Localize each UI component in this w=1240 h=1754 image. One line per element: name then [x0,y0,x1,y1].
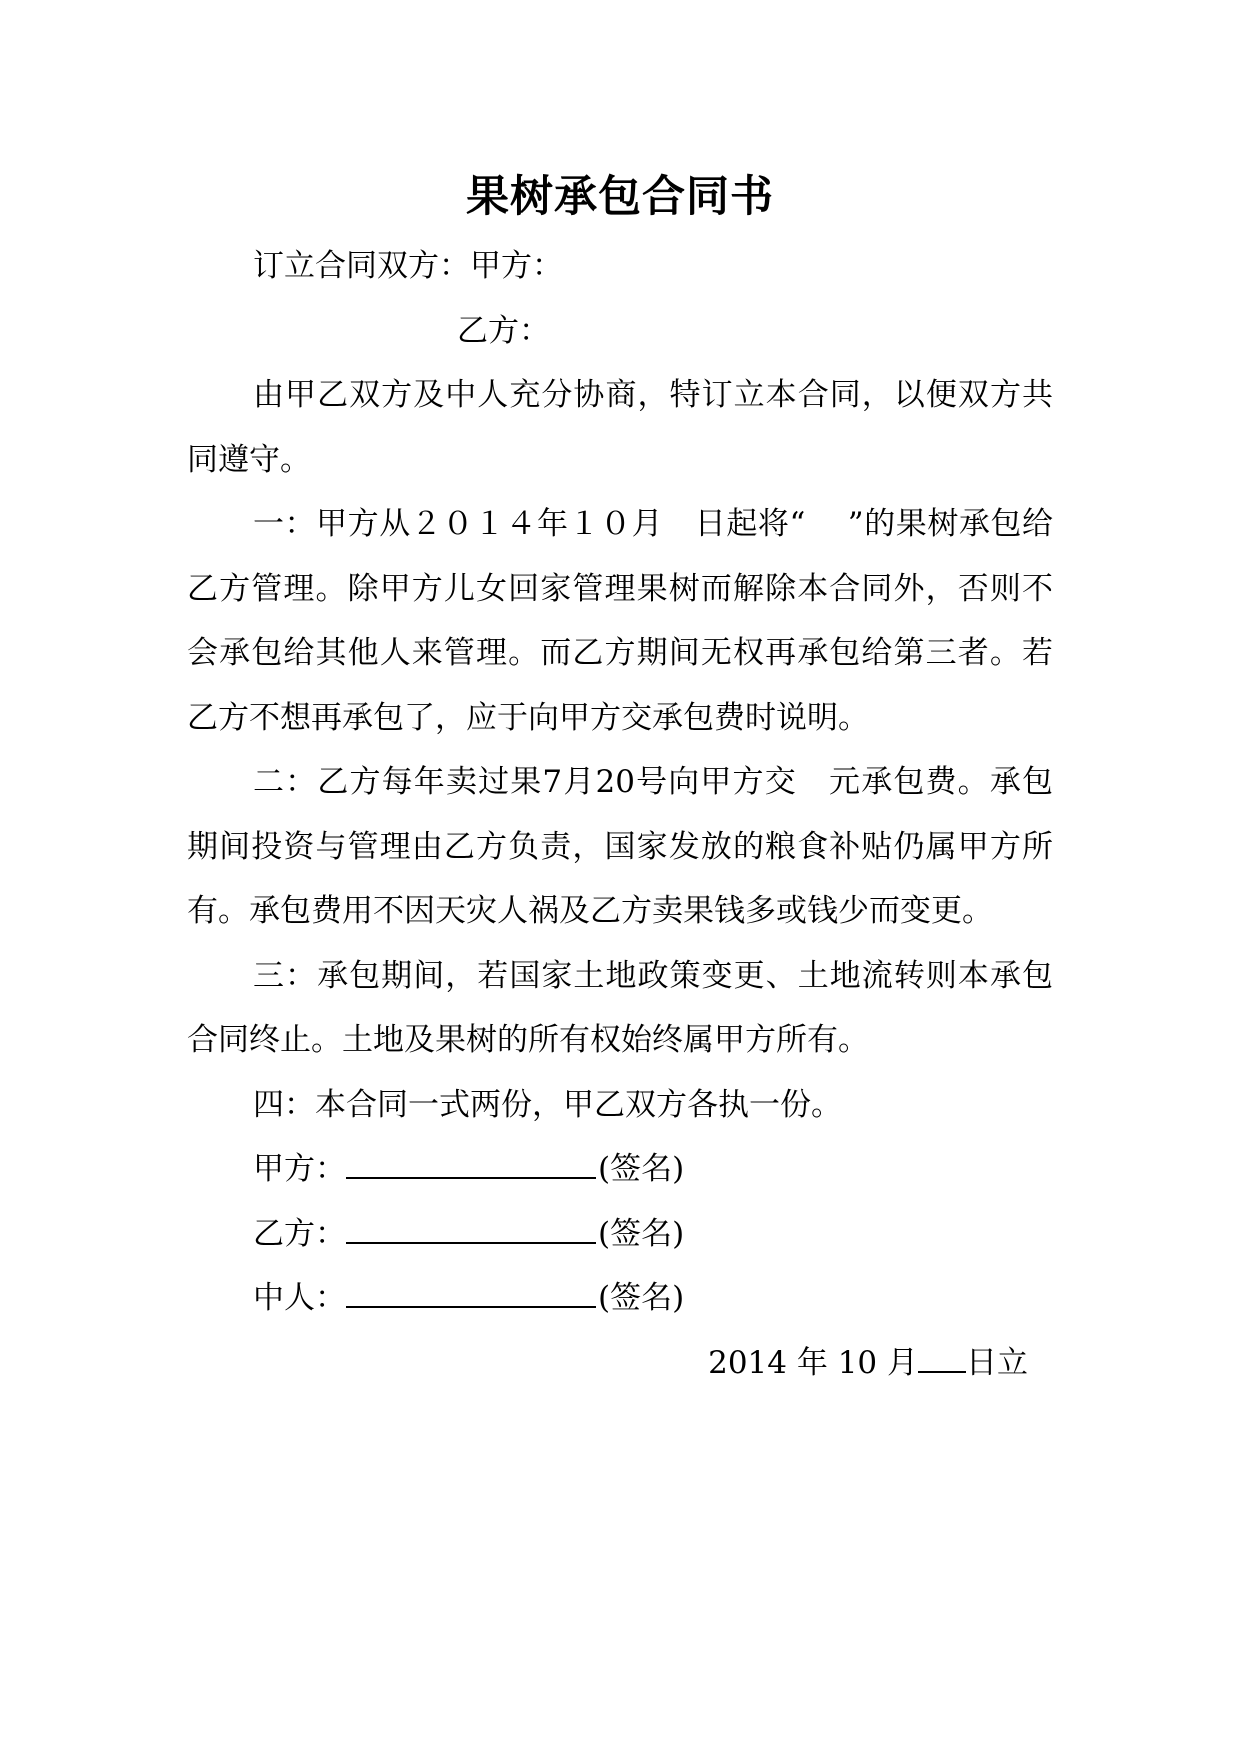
clause-2-paragraph: 二：乙方每年卖过果7月20号向甲方交 元承包费。承包期间投资与管理由乙方负责，国家发放的粮食补贴仍属甲方所有。承包费用不因天灾人祸及乙方卖果钱多或钱少而变更。 [187,764,1053,929]
date-blank [918,1343,966,1373]
signature-line-party-b [187,1202,1053,1267]
clause-4-paragraph: 四：本合同一式两份，甲乙双方各执一份。 [253,1086,842,1123]
contract-body [187,234,1053,1395]
date-suffix: 日立 [966,1344,1028,1381]
signature-suffix: (签名) [598,1151,685,1187]
signature-line-middleman [187,1266,1053,1331]
signature-label: 甲方： [253,1151,346,1187]
signature-label: 中人： [253,1280,346,1316]
clause-1-paragraph: 一：甲方从２０１４年１０月 日起将“ ”的果树承包给乙方管理。除甲方儿女回家管理果树而解除本合同外，否则不会承包给其他人来管理。而乙方期间无权再承包给第三者。若乙方不想再承包了，应于向甲方交承包费时说明。 [187,506,1053,736]
signature-blank [346,1278,596,1308]
party-b-line: 乙方： [457,312,550,349]
signature-label: 乙方： [253,1215,346,1252]
signature-suffix: (签名) [598,1215,685,1252]
clause-3-paragraph: 三：承包期间，若国家土地政策变更、土地流转则本承包合同终止。土地及果树的所有权始终属甲方所有。 [187,957,1053,1058]
page-title: 果树承包合同书 [466,172,774,222]
signature-suffix: (签名) [598,1280,685,1316]
date-line [187,1331,1053,1396]
signature-blank [346,1149,596,1179]
signature-line-party-a [187,1137,1053,1202]
preamble-paragraph: 由甲乙双方及中人充分协商，特订立本合同，以便双方共同遵守。 [187,377,1053,478]
date-prefix: 2014 年 10 月 [708,1344,918,1381]
parties-line: 订立合同双方：甲方： [253,248,563,284]
signature-blank [346,1214,596,1244]
